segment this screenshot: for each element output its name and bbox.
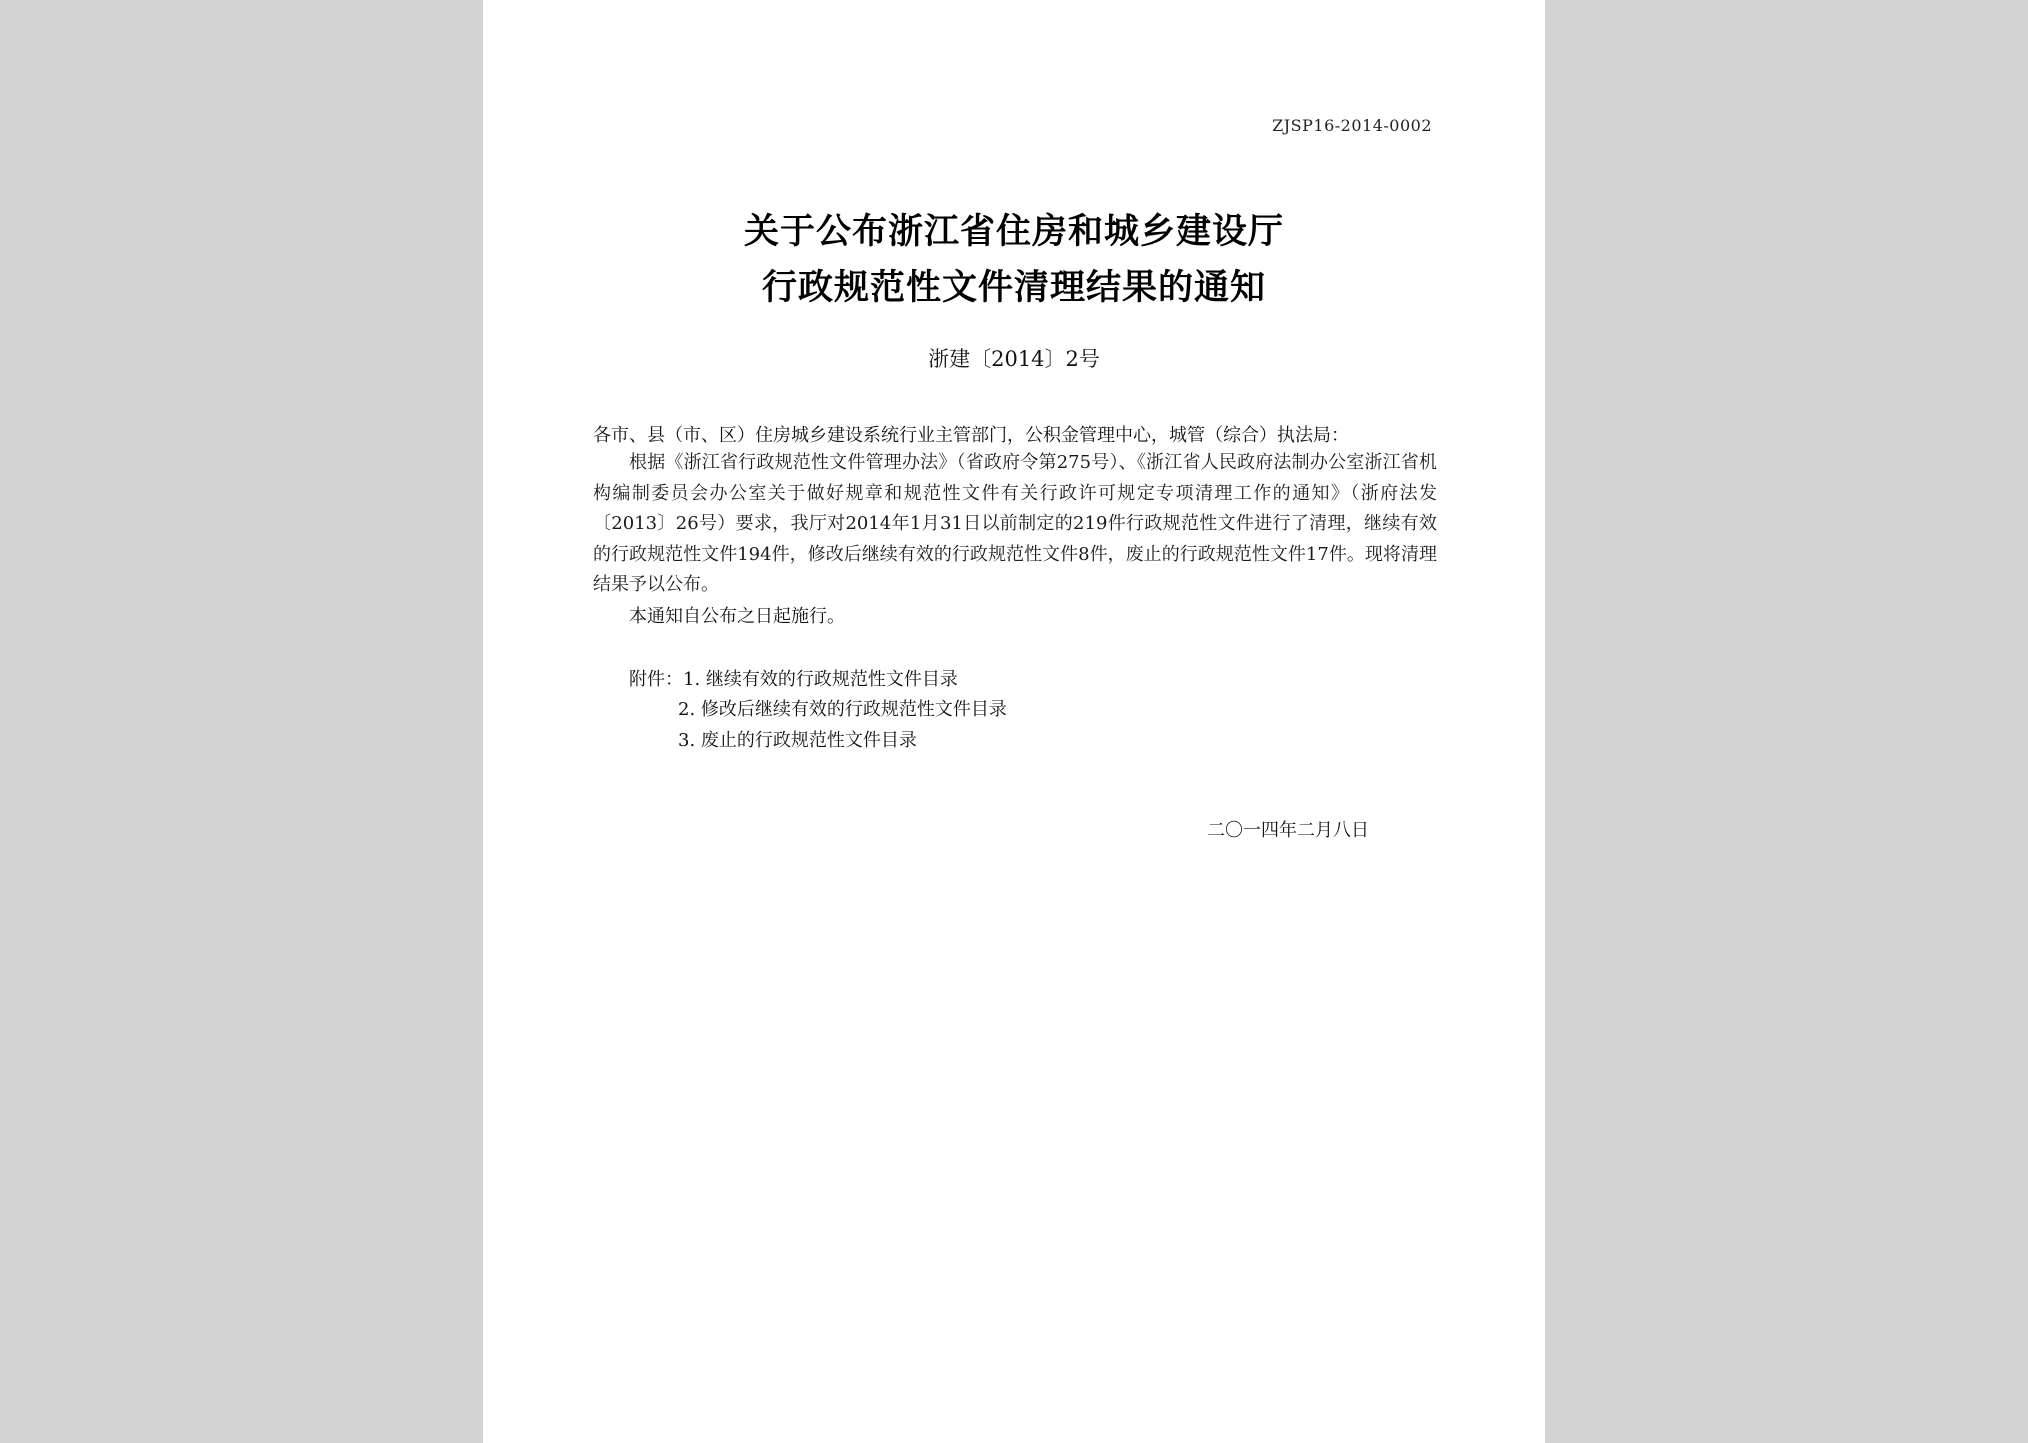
attachment-item: 2. 修改后继续有效的行政规范性文件目录 (678, 699, 1007, 720)
attachment-item: 3. 废止的行政规范性文件目录 (678, 730, 917, 751)
document-page (483, 0, 1545, 1443)
document-number: 浙建〔2014〕2号 (928, 347, 1100, 371)
body-paragraph-2: 本通知自公布之日起施行。 (629, 606, 845, 627)
body-paragraph-1: 根据《浙江省行政规范性文件管理办法》（省政府令第275号）、《浙江省人民政府法制办公室浙江省机构编制委员会办公室关于做好规章和规范性文件有关行政许可规定专项清理工作的通知》（浙府法发〔2013〕26号）要求，我厅对2014年1月31日以前制定的219件行政规范性文件进行了清理，继续有效的行政规范性文件194件，修改后继续有效的行政规范性文件8件，废止的行政规范性文件17件。现将清理结果予以公布。 (593, 452, 1437, 595)
addressee: 各市、县（市、区）住房城乡建设系统行业主管部门，公积金管理中心，城管（综合）执法局： (593, 425, 1349, 446)
document-title-line-2: 行政规范性文件清理结果的通知 (761, 267, 1266, 308)
document-code: ZJSP16-2014-0002 (1272, 116, 1432, 135)
attachment-item: 附件：1. 继续有效的行政规范性文件目录 (629, 669, 958, 690)
document-title-line-1: 关于公布浙江省住房和城乡建设厅 (743, 211, 1284, 252)
document-date: 二〇一四年二月八日 (1207, 820, 1369, 841)
